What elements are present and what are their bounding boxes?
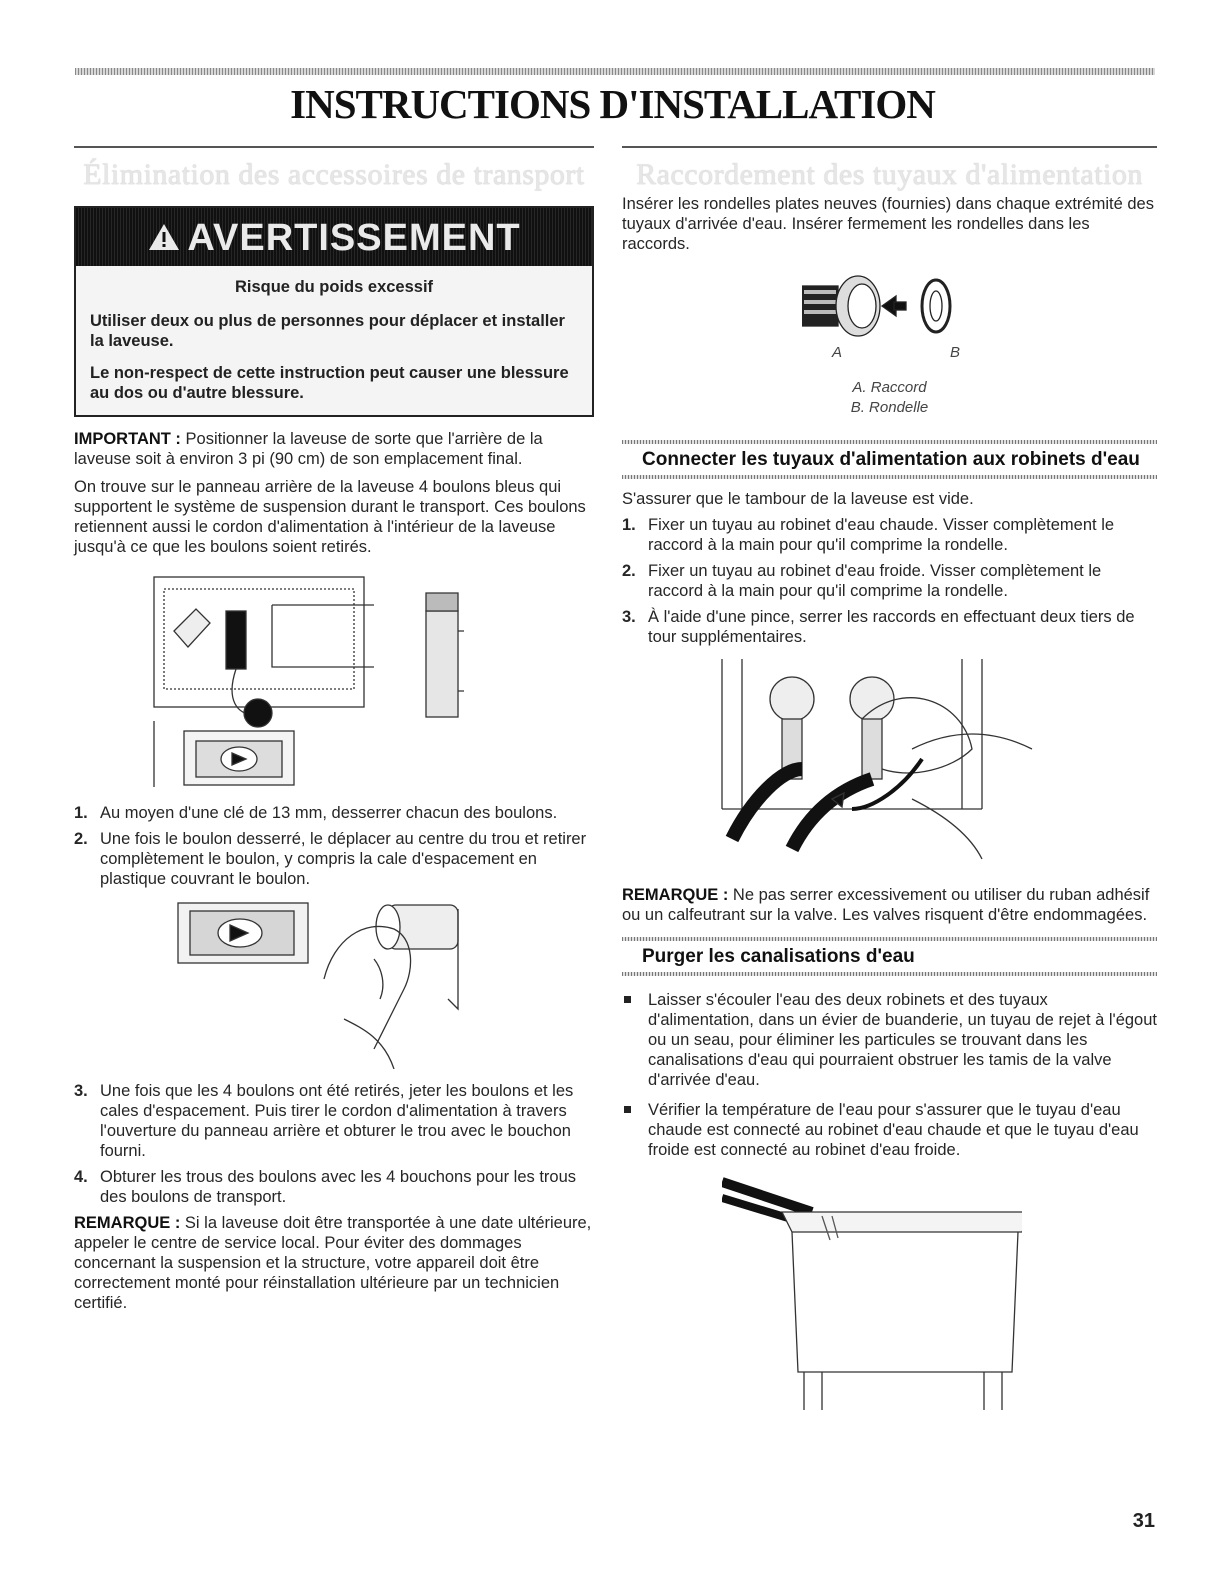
warning-box [74, 206, 594, 417]
list-item [622, 607, 1157, 647]
warning-line-injury: Le non-respect de cette instruction peut causer une blessure au dos ou d'autre blessure. [90, 364, 569, 402]
bolt-removal-figure [174, 899, 494, 1069]
laundry-tub-figure [722, 1172, 1022, 1412]
step-text: Fixer un tuyau au robinet d'eau froide. Visser complètement le raccord à la main pour qu'il comprime la rondelle. [648, 562, 1102, 600]
transport-steps-1-2 [74, 803, 594, 889]
note-label: REMARQUE : [622, 886, 729, 904]
list-item [622, 1100, 1157, 1160]
list-item [622, 990, 1157, 1090]
fig-letter-a: A [832, 344, 843, 361]
warning-banner-text: AVERTISSEMENT [187, 217, 521, 259]
left-note-paragraph [74, 1213, 594, 1313]
washers-intro: Insérer les rondelles plates neuves (fournies) dans chaque extrémité des tuyaux d'arrivée d'eau. Insérer fermement les rondelles dans les raccords. [622, 195, 1154, 253]
section-heading-transport: Élimination des accessoires de transport [83, 158, 585, 191]
note-label: REMARQUE : [74, 1214, 181, 1232]
step-number: 3. [622, 608, 636, 626]
fig-letter-b: B [950, 344, 961, 361]
step-text: À l'aide d'une pince, serrer les raccords en effectuant deux tiers de tour supplémentaires. [648, 608, 1135, 646]
warning-body [76, 266, 592, 415]
transport-bolts-intro: On trouve sur le panneau arrière de la laveuse 4 boulons bleus qui supportent le système de suspension durant le transport. Ces boulons retiennent aussi le cordon d'alimentation à l'intérieur de la laveuse jusqu'à ce que les boulons soient retirés. [74, 478, 586, 556]
step-number: 2. [622, 562, 636, 580]
page-number: 31 [1132, 1510, 1155, 1532]
step-number: 3. [74, 1082, 88, 1100]
faucet-pliers-figure [712, 659, 1052, 869]
bullet-square-icon [624, 996, 631, 1003]
drum-empty-text: S'assurer que le tambour de la laveuse est vide. [622, 490, 974, 508]
dotted-rule [622, 440, 1157, 444]
caption-raccord: A. Raccord [852, 379, 927, 396]
warning-banner [76, 208, 592, 266]
important-paragraph [74, 429, 594, 469]
step-number: 1. [74, 804, 88, 822]
step-number: 4. [74, 1168, 88, 1186]
step-number: 2. [74, 830, 88, 848]
note-text: Ne pas serrer excessivement ou utiliser du ruban adhésif ou un calfeutrant sur la valve. Les valves risquent d'être endommagées. [622, 886, 1150, 924]
left-column [74, 146, 594, 1313]
warning-triangle-icon [147, 210, 181, 270]
important-label: IMPORTANT : [74, 430, 181, 448]
step-text: Au moyen d'une clé de 13 mm, desserrer chacun des boulons. [100, 804, 558, 822]
step-text: Une fois le boulon desserré, le déplacer au centre du trou et retirer complètement le boulon, y compris la cale d'espacement en plastique couvrant le boulon. [100, 830, 587, 888]
list-item [74, 803, 594, 823]
figure-letters [622, 344, 1157, 366]
list-item [622, 561, 1157, 601]
dotted-rule [622, 937, 1157, 941]
step-number: 1. [622, 516, 636, 534]
step-text: Fixer un tuyau au robinet d'eau chaude. Visser complètement le raccord à la main pour qu'il comprime la rondelle. [648, 516, 1115, 554]
rear-panel-bolts-figure [144, 571, 464, 789]
page-title: INSTRUCTIONS D'INSTALLATION [290, 81, 935, 127]
list-item [74, 1167, 594, 1207]
dotted-rule [622, 475, 1157, 479]
step-text: Une fois que les 4 boulons ont été retirés, jeter les boulons et les cales d'espacement. Puis tirer le cordon d'alimentation à travers l'ouverture du panneau arrière et obturer le trou avec le bouchon fourni. [100, 1082, 574, 1160]
dotted-rule [622, 972, 1157, 976]
bullet-text: Laisser s'écouler l'eau des deux robinets et des tuyaux d'alimentation, dans un évier de buanderie, un tuyau de rejet à l'égout ou un seau, pour éliminer les particules se trouvant dans les canalisations d'eau qui pourraient obstruer les tamis de la valve d'arrivée d'eau. [648, 991, 1157, 1089]
warning-line-people: Utiliser deux ou plus de personnes pour déplacer et installer la laveuse. [90, 312, 565, 350]
flush-bullets [622, 990, 1157, 1160]
bullet-square-icon [624, 1106, 631, 1113]
right-column [622, 146, 1157, 1412]
note-text: Si la laveuse doit être transportée à une date ultérieure, appeler le centre de service local. Pour éviter des dommages concernant la suspension et la structure, votre appareil doit être correctement monté pour réinstallation ultérieure par un technicien certifié. [74, 1214, 592, 1312]
important-text: Positionner la laveuse de sorte que l'arrière de la laveuse soit à environ 3 pi (90 cm) de son emplacement final. [74, 430, 543, 468]
bullet-text: Vérifier la température de l'eau pour s'assurer que le tuyau d'eau chaude est connecté au robinet d'eau chaude et que le tuyau d'eau froide est connecté au robinet d'eau froide. [648, 1101, 1139, 1159]
subheading-flush-lines: Purger les canalisations d'eau [642, 946, 915, 967]
list-item [622, 515, 1157, 555]
step-text: Obturer les trous des boulons avec les 4 bouchons pour les trous des boulons de transport. [100, 1168, 577, 1206]
section-heading-hoses: Raccordement des tuyaux d'alimentation [636, 158, 1143, 191]
caption-rondelle: B. Rondelle [850, 399, 929, 416]
list-item [74, 1081, 594, 1161]
transport-steps-3-4 [74, 1081, 594, 1207]
warning-line-risk: Risque du poids excessif [234, 278, 434, 296]
connect-steps [622, 515, 1157, 647]
coupling-washer-figure [802, 272, 992, 342]
right-note-paragraph [622, 885, 1157, 925]
subheading-connect-hoses: Connecter les tuyaux d'alimentation aux robinets d'eau [642, 449, 1140, 470]
list-item [74, 829, 594, 889]
top-dotted-rule [75, 68, 1155, 75]
